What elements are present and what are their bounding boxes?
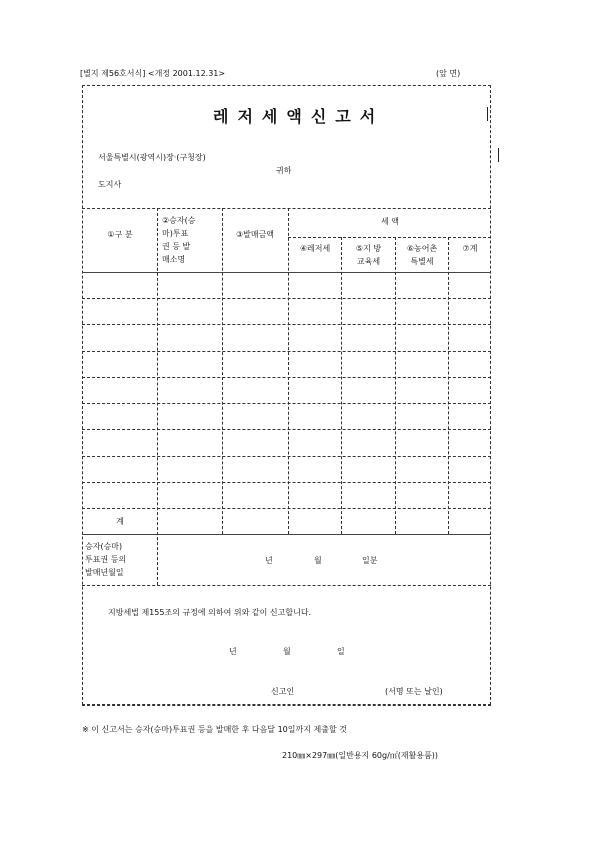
paper-spec: 210㎜×297㎜(일반용지 60g/㎡(재활용품)) xyxy=(282,751,439,760)
declaration-day: 일 xyxy=(337,647,345,656)
tax-subheader-line xyxy=(288,237,491,238)
form-bottom-line xyxy=(82,705,491,706)
table-row-line xyxy=(82,377,491,378)
form-reference: [별지 제56호서식] <개정 2001.12.31> xyxy=(80,69,226,78)
table-row-line xyxy=(82,482,491,483)
header-leisure-tax: ④레저세 xyxy=(299,244,331,253)
table-row-line xyxy=(82,508,491,509)
addressee-line2: 도지사 xyxy=(98,180,122,189)
col-divider xyxy=(448,237,449,534)
declarant-label: 신고인 xyxy=(271,687,295,696)
header-total: ⑦계 xyxy=(462,244,478,253)
col-divider xyxy=(395,237,396,534)
table-row-line xyxy=(82,324,491,325)
page-side-label: (앞 면) xyxy=(436,69,461,78)
header-tax-group: 세 액 xyxy=(381,217,399,226)
period-year: 년 xyxy=(265,556,273,565)
col-divider xyxy=(288,208,289,534)
declaration-month: 월 xyxy=(283,647,291,656)
total-bottom-line xyxy=(82,534,491,535)
header-sales-amount: ③발매금액 xyxy=(235,230,275,239)
table-row-line xyxy=(82,298,491,299)
table-top-border xyxy=(82,208,491,209)
period-month: 월 xyxy=(314,556,322,565)
addressee-suffix: 귀하 xyxy=(276,166,292,175)
declaration-year: 년 xyxy=(229,647,237,656)
period-label: 승자(승마) 투표권 등의 발매년월일 xyxy=(85,542,127,577)
col-divider xyxy=(341,237,342,534)
table-row-line xyxy=(82,456,491,457)
frame-mark xyxy=(498,148,499,162)
period-day: 일분 xyxy=(362,556,378,565)
period-bottom-line xyxy=(82,585,491,586)
header-type: ①구 분 xyxy=(107,230,133,239)
footer-note: ※ 이 신고서는 승자(승마)투표권 등을 발매한 후 다음달 10일까지 제출할 것 xyxy=(82,725,347,734)
frame-mark xyxy=(487,107,488,121)
header-bottom-line xyxy=(82,272,491,273)
declaration-text: 지방세법 제155조의 규정에 의하여 위와 같이 신고합니다. xyxy=(108,608,312,617)
total-row-label: 계 xyxy=(116,517,124,526)
table-row-line xyxy=(82,429,491,430)
table-row-line xyxy=(82,403,491,404)
form-title: 레저세액신고서 xyxy=(213,107,385,126)
header-ticket: ②승자(승 마)투표 권 등 발 매소명 xyxy=(162,216,196,264)
col-divider xyxy=(157,208,158,585)
addressee-line1: 서울특별시(광역시)장·(구청장) xyxy=(98,153,206,162)
table-row-line xyxy=(82,351,491,352)
signature-note: (서명 또는 날인) xyxy=(385,687,443,696)
header-rural-tax: ⑥농어촌 특별세 xyxy=(406,244,438,266)
header-local-edu-tax: ⑤지 방 교육세 xyxy=(355,244,382,266)
